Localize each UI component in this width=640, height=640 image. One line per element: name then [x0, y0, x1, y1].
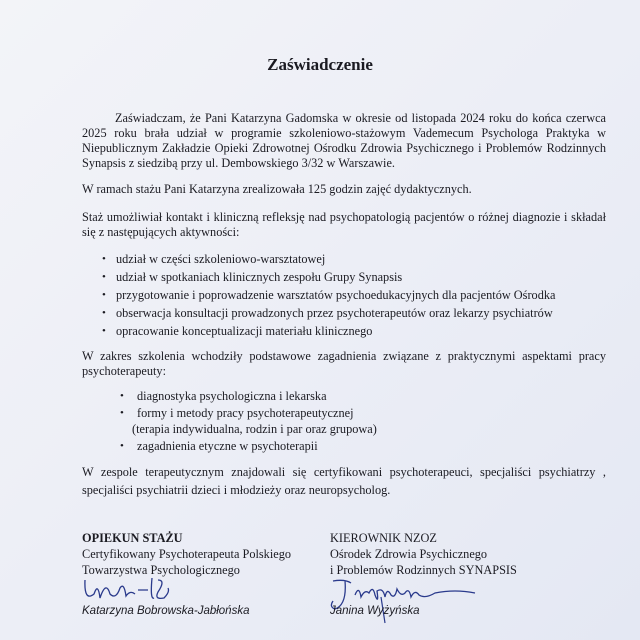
- signature-line: Ośrodek Zdrowia Psychicznego: [330, 547, 488, 561]
- signature-line: Certyfikowany Psychoterapeuta Polskiego: [82, 547, 292, 561]
- topics-list: [120, 388, 377, 454]
- list-item: • udział w części szkoleniowo-warsztatowej: [102, 250, 555, 268]
- signature-line: Towarzystwa Psychologicznego: [82, 563, 240, 577]
- handwritten-signature-right: [325, 575, 485, 625]
- paragraph-activities-intro: Staż umożliwiał kontakt i kliniczną refleksję nad psychopatologią pacjentów o różnej diagnozie i składał się z następujących aktywności:: [82, 210, 606, 239]
- list-item: • obserwacja konsultacji prowadzonych przez psychoterapeutów oraz lekarzy psychiatrów: [102, 304, 555, 322]
- activities-list: [102, 250, 555, 340]
- list-item: • przygotowanie i poprowadzenie warsztatów psychoedukacyjnych dla pacjentów Ośrodka: [102, 286, 555, 304]
- paragraph-hours: W ramach stażu Pani Katarzyna zrealizowała 125 godzin zajęć dydaktycznych.: [82, 182, 472, 196]
- signature-block-director: [330, 530, 517, 578]
- paragraph-intro: Zaświadczam, że Pani Katarzyna Gadomska w okresie od listopada 2024 roku do końca czerwca 2025 roku brała udział w programie szkoleniowo-stażowym Vademecum Psychologa Praktyka w Niepublicznym Zakładzie Opieki Zdrowotnej Ośrodku Zdrowia Psychicznego i Problemów Rodzinnych Synapsis z siedzibą przy ul. Dembowskiego 3/32 w Warszawie.: [82, 111, 606, 170]
- list-item-subtext: (terapia indywidualna, rodzin i par oraz grupowa): [132, 422, 377, 436]
- paragraph-team: W zespole terapeutycznym znajdowali się certyfikowani psychoterapeuci, specjaliści psychiatrzy , specjaliści psychiatrii dzieci i młodzieży oraz neuropsycholog.: [82, 465, 606, 497]
- handwritten-signature-left: [80, 572, 170, 608]
- paragraph-topics-intro: W zakres szkolenia wchodziły podstawowe zagadnienia związane z praktycznymi aspektami pracy psychoterapeuty:: [82, 349, 606, 378]
- signature-block-supervisor: [82, 530, 291, 578]
- document-title: Zaświadczenie: [267, 55, 373, 74]
- list-item: • opracowanie konceptualizacji materiału klinicznego: [102, 322, 555, 340]
- signatory-name-left: Katarzyna Bobrowska-Jabłońska: [82, 605, 250, 617]
- list-item: [120, 405, 377, 438]
- list-item: • udział w spotkaniach klinicznych zespołu Grupy Synapsis: [102, 268, 555, 286]
- list-item-text: formy i metody pracy psychoterapeutycznej: [137, 405, 354, 420]
- list-item: • zagadnienia etyczne w psychoterapii: [120, 438, 377, 455]
- signature-line: i Problemów Rodzinnych SYNAPSIS: [330, 563, 517, 577]
- list-item: • diagnostyka psychologiczna i lekarska: [120, 388, 377, 405]
- signatory-name-right: Janina Wyżyńska: [330, 605, 420, 617]
- signature-role: KIEROWNIK NZOZ: [330, 531, 437, 545]
- signature-role: OPIEKUN STAŻU: [82, 531, 183, 545]
